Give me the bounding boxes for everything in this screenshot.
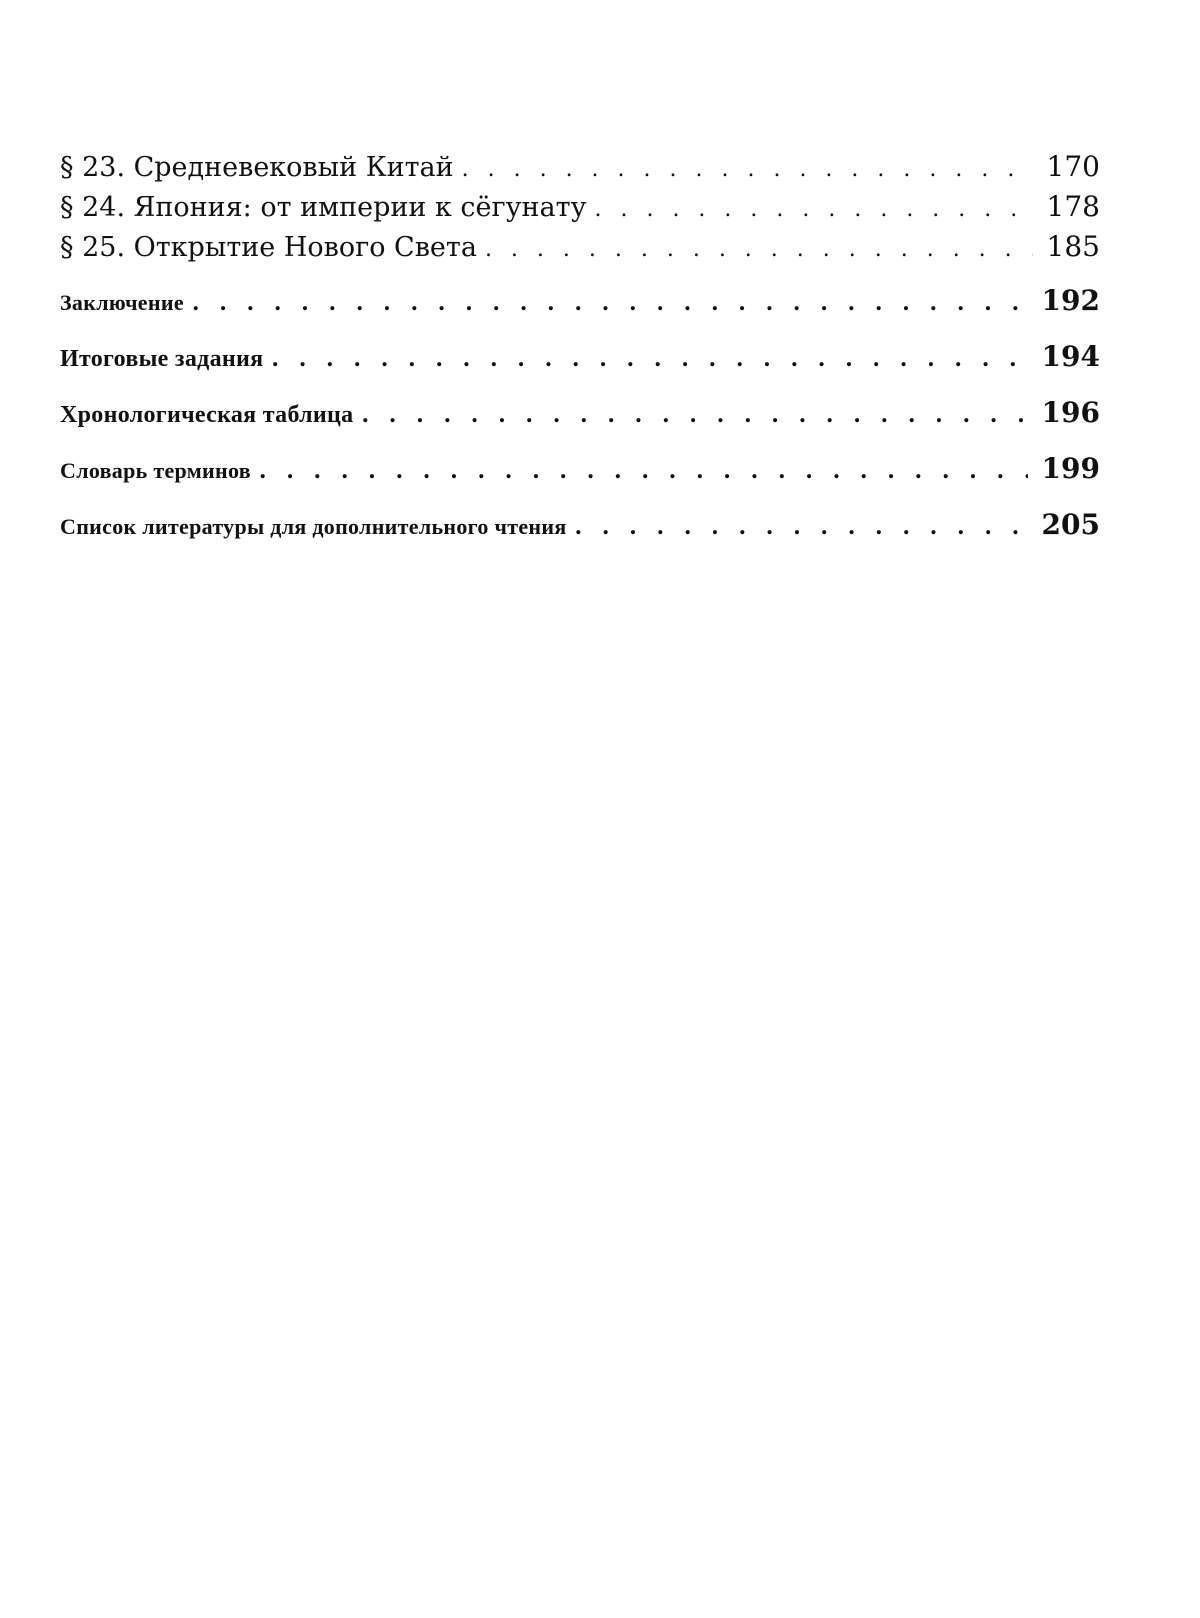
toc-entry-final-tasks[interactable] [60,340,1100,396]
toc-entry-label: Итоговые задания [60,346,264,372]
toc-entry-page-number: 170 [1046,150,1100,183]
toc-entry-conclusion[interactable] [60,284,1100,340]
toc-entry-page-number: 192 [1041,284,1100,317]
dot-leader [259,458,1028,484]
dot-leader [462,157,1033,182]
toc-entry-page-number: 196 [1041,396,1100,429]
toc-entry-label: § 23. Средневековый Китай [60,152,454,183]
toc-entry-page-number: 199 [1041,452,1100,485]
toc-entry-label: Список литературы для дополнительного чтения [60,514,567,539]
toc-entry-page-number: 194 [1041,340,1100,373]
toc-entry-page-number: 205 [1041,508,1100,541]
toc-entry-label: § 25. Открытие Нового Света [60,232,477,263]
toc-entry-label: § 24. Япония: от империи к сёгунату [60,192,587,223]
dot-leader [575,514,1028,540]
table-of-contents [60,150,1100,564]
section-divider-space [60,270,1100,284]
toc-entry-section-25[interactable] [60,230,1100,270]
toc-entry-label: Заключение [60,290,184,315]
toc-entry-page-number: 185 [1046,230,1100,263]
toc-entry-label: Хронологическая таблица [60,402,354,428]
dot-leader [271,346,1027,372]
toc-entry-page-number: 178 [1046,190,1100,223]
dot-leader [594,197,1032,222]
toc-entry-section-24[interactable] [60,190,1100,230]
toc-entry-label: Словарь терминов [60,458,251,483]
dot-leader [192,290,1028,316]
toc-entry-chronological-table[interactable] [60,396,1100,452]
dot-leader [361,402,1027,428]
dot-leader [485,237,1033,262]
toc-entry-further-reading[interactable] [60,508,1100,564]
toc-entry-glossary[interactable] [60,452,1100,508]
toc-entry-section-23[interactable] [60,150,1100,190]
